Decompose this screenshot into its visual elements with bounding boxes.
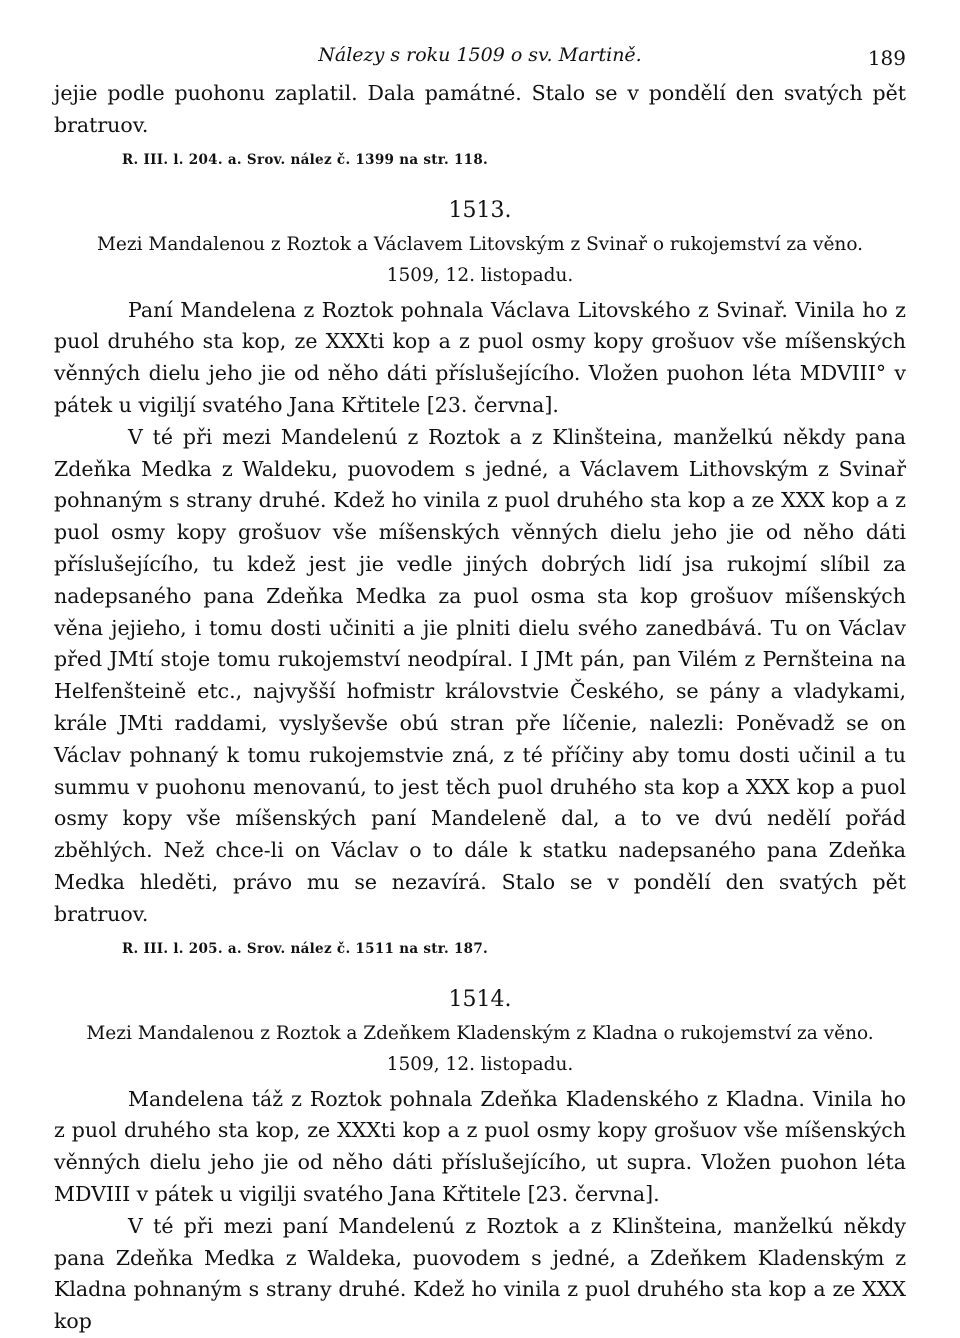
running-head bbox=[54, 40, 906, 78]
archive-reference: R. III. l. 205. a. Srov. nález č. 1511 na str. 187. bbox=[122, 940, 489, 957]
archive-reference: R. III. l. 204. a. Srov. nález č. 1399 na str. 118. bbox=[122, 151, 489, 168]
body-paragraph: V té při mezi Mandelenú z Roztok a z Klinšteina, manželkú někdy pana Zdeňka Medka z Waldeku, puovodem s jedné, a Václavem Lithovským z Svinař pohnaným s strany druhé. Kdež ho vinila z puol druhého sta kop a ze XXX kop a z puol osmy kopy grošuov vše míšenských věnných dielu jeho jie od něho dáti příslušejícího, tu kdež jest jie vedle jiných dobrých lidí jsa rukojmí slíbil za nadepsaného pana Zdeňka Medka za puol osma sta kop grošuov míšenských věna jejieho, i tomu dosti učiniti a jie plniti dielu svého zanedbává. Tu on Václav před JMtí stoje tomu rukojemství neodpíral. I JMt pán, pan Vilém z Pernšteina na Helfenšteině etc., najvyšší hofmistr královstvie Českého, se pány a vladykami, krále JMti raddami, vyslyševše obú stran pře líčenie, nalezli: Poněvadž se on Václav pohnaný k tomu rukojemstvie zná, z té příčiny aby tomu dosti učinil a tu summu v puohonu menovanú, to jest těch puol druhého sta kop a XXX kop a puol osmy kopy vše míšenských paní Mandeleně dal, a to ve dvú nedělí pořád zběhlých. Než chce-li on Václav o to dále k statku nadepsaného pana Zdeňka Medka hleděti, právo mu se nezavírá. Stalo se v pondělí den svatých pět bratruov. bbox=[54, 424, 906, 926]
entry-date: 1509, 12. listopadu. bbox=[386, 1053, 574, 1075]
page-number: 189 bbox=[867, 46, 906, 70]
entry-heading: Mezi Mandalenou z Roztok a Václavem Litovským z Svinař o rukojemství za věno. bbox=[96, 233, 864, 255]
body-paragraph: Paní Mandelena z Roztok pohnala Václava Litovského z Svinař. Vinila ho z puol druhého sta kop, ze XXXti kop a z puol osmy kopy grošuov vše míšenských věnných dielu jeho jie od něho dáti příslušejícího. Vložen puohon léta MDVIII° v pátek u vigiljí svatého Jana Křtitele [23. června]. bbox=[54, 297, 906, 417]
entry-date: 1509, 12. listopadu. bbox=[386, 264, 574, 286]
running-title: Nálezy s roku 1509 o sv. Martině. bbox=[318, 44, 642, 66]
entry-number: 1514. bbox=[448, 986, 512, 1012]
intro-paragraph: jejie podle puohonu zaplatil. Dala památné. Stalo se v pondělí den svatých pět bratruov. bbox=[54, 81, 906, 137]
entry-number: 1513. bbox=[448, 197, 512, 223]
entry-heading: Mezi Mandalenou z Roztok a Zdeňkem Kladenským z Kladna o rukojemství za věno. bbox=[86, 1022, 874, 1044]
document-page bbox=[54, 40, 906, 1338]
body-paragraph: Mandelena táž z Roztok pohnala Zdeňka Kladenského z Kladna. Vinila ho z puol druhého sta kop, ze XXXti kop a z puol osmy kopy grošuov vše míšenských věnných dielu jeho jie od něho dáti příslušejícího, ut supra. Vložen puohon léta MDVIII v pátek u vigilji svatého Jana Křtitele [23. června]. bbox=[54, 1086, 906, 1206]
body-paragraph: V té při mezi paní Mandelenú z Roztok a z Klinšteina, manželkú někdy pana Zdeňka Medka z Waldeka, puovodem s jedné, a Zdeňkem Kladenským z Kladna pohnaným s strany druhé. Kdež ho vinila z puol druhého sta kop a ze XXX kop bbox=[54, 1213, 906, 1334]
